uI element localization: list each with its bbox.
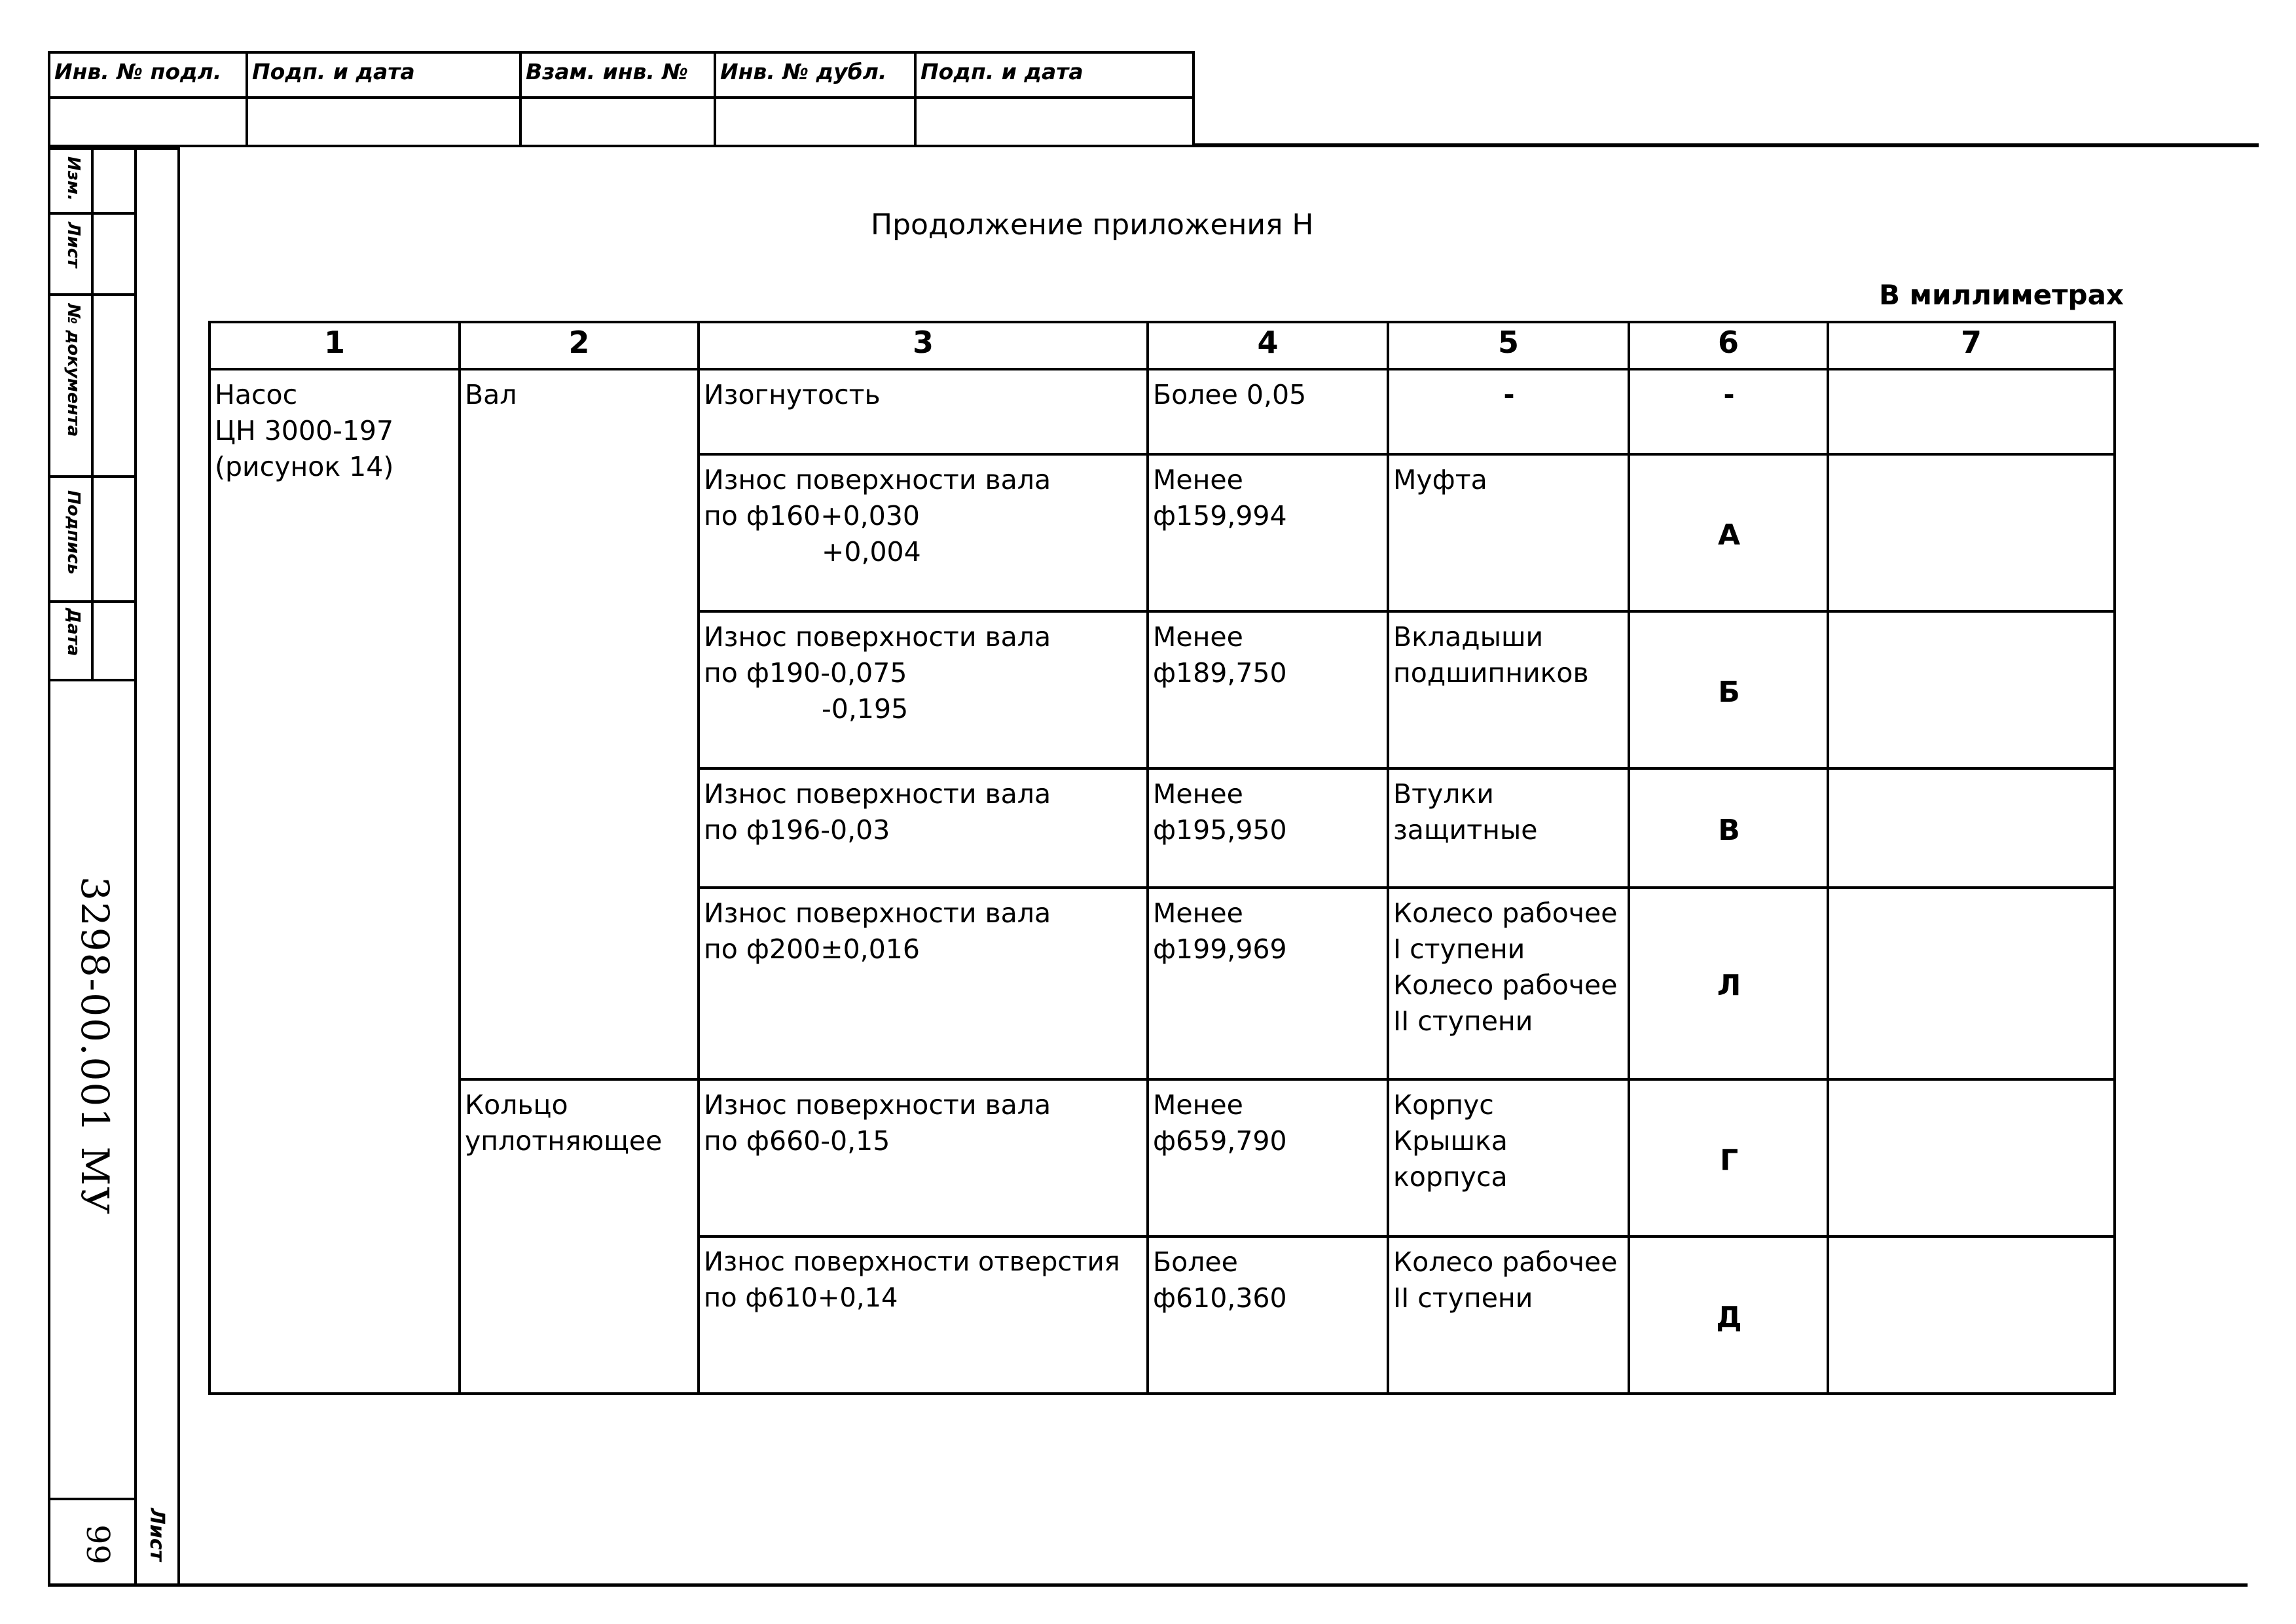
- table-header-row: [210, 322, 2115, 369]
- strip-label-nom-doc: № документа: [64, 304, 83, 437]
- stamp-header-inv-dubl: Инв. № дубл.: [720, 59, 887, 84]
- sheet-label: Лист: [145, 1508, 168, 1562]
- defect-cell: Износ поверхности вала по ф200±0,016: [699, 888, 1148, 1079]
- defect-text-line: +0,004: [822, 536, 921, 568]
- limit-cell: Менее ф159,994: [1148, 454, 1388, 611]
- stamp-cell-inv-dubl: [716, 54, 917, 145]
- col-header-2: 2: [460, 322, 699, 369]
- stamp-header-podp-data-2: Подп. и дата: [920, 59, 1084, 84]
- strip-label-izm: Изм.: [64, 156, 83, 201]
- note-cell: [1828, 369, 2115, 454]
- defect-cell: Износ поверхности вала по ф660-0,15: [699, 1079, 1148, 1236]
- frame-bottom-line: [48, 1583, 2248, 1587]
- defect-text: [704, 619, 1144, 727]
- note-cell: [1828, 1236, 2115, 1394]
- limit-cell: Менее ф659,790: [1148, 1079, 1388, 1236]
- defect-text-line: Износ поверхности вала: [704, 621, 1051, 653]
- units-label: В миллиметрах: [1879, 279, 2124, 311]
- defect-text-line: по ф160+0,030: [704, 500, 920, 532]
- strip-label-podpis: Подпись: [64, 490, 83, 575]
- mating-part-cell: Колесо рабочее II ступени: [1388, 1236, 1629, 1394]
- col-header-6: 6: [1629, 322, 1828, 369]
- defect-text-line: -0,195: [822, 693, 909, 725]
- code-cell: Г: [1629, 1079, 1828, 1236]
- col-header-5: 5: [1388, 322, 1629, 369]
- strip-col-sep-2: [134, 150, 137, 1587]
- defect-text-line: Износ поверхности вала: [704, 464, 1051, 496]
- stamp-header-vzam-inv: Взам. инв. №: [526, 59, 689, 84]
- col-header-4: 4: [1148, 322, 1388, 369]
- frame-top-line: [1195, 143, 2259, 147]
- part-cell-ring: Кольцо уплотняющее: [460, 1079, 699, 1394]
- defect-text: [704, 462, 1144, 570]
- col-header-1: 1: [210, 322, 460, 369]
- strip-row-sep-6: [50, 1498, 134, 1500]
- note-cell: [1828, 611, 2115, 768]
- mating-part-cell: Корпус Крышка корпуса: [1388, 1079, 1629, 1236]
- limit-cell: Более ф610,360: [1148, 1236, 1388, 1394]
- strip-row-sep-4: [50, 600, 134, 603]
- code-cell: Л: [1629, 888, 1828, 1079]
- stamp-cell-podp-data-1: [248, 54, 522, 145]
- page-heading: Продолжение приложения Н: [871, 208, 1314, 242]
- mating-part-cell: Втулки защитные: [1388, 768, 1629, 888]
- code-cell: Д: [1629, 1236, 1828, 1394]
- strip-label-data: Дата: [64, 608, 83, 657]
- mating-part-cell: Вкладыши подшипников: [1388, 611, 1629, 768]
- stamp-header-podp-data: Подп. и дата: [252, 59, 415, 84]
- limit-cell: Менее ф189,750: [1148, 611, 1388, 768]
- sheet-number: 99: [79, 1525, 116, 1565]
- defect-cell: Износ поверхности отверстия по ф610+0,14: [699, 1236, 1148, 1394]
- note-cell: [1828, 888, 2115, 1079]
- note-cell: [1828, 454, 2115, 611]
- strip-label-list: Лист: [64, 222, 83, 268]
- stamp-cell-vzam-inv: [522, 54, 716, 145]
- table-row: [210, 1079, 2115, 1236]
- defect-text-line: по ф190-0,075: [704, 657, 907, 689]
- part-cell-val: Вал: [460, 369, 699, 1079]
- mating-part-cell: -: [1388, 369, 1629, 454]
- stamp-cell-inv-podl: [50, 54, 248, 145]
- note-cell: [1828, 768, 2115, 888]
- strip-row-sep-5: [50, 679, 134, 681]
- top-stamp: [48, 51, 1195, 147]
- limit-cell: Менее ф199,969: [1148, 888, 1388, 1079]
- mating-part-cell: Муфта: [1388, 454, 1629, 611]
- table-row: [210, 369, 2115, 454]
- object-cell: Насос ЦН 3000-197 (рисунок 14): [210, 369, 460, 1394]
- limit-cell: Более 0,05: [1148, 369, 1388, 454]
- strip-row-sep-1: [50, 212, 134, 215]
- code-cell: -: [1629, 369, 1828, 454]
- defects-table: [208, 321, 2116, 1395]
- note-cell: [1828, 1079, 2115, 1236]
- defect-cell: Изогнутость: [699, 369, 1148, 454]
- mating-part-cell: Колесо рабочее I ступени Колесо рабочее II ступени: [1388, 888, 1629, 1079]
- code-cell: Б: [1629, 611, 1828, 768]
- document-code: 3298-00.001 МУ: [73, 876, 117, 1216]
- stamp-cell-podp-data-2: [917, 54, 1192, 145]
- strip-row-sep-3: [50, 475, 134, 478]
- col-header-7: 7: [1828, 322, 2115, 369]
- limit-cell: Менее ф195,950: [1148, 768, 1388, 888]
- defect-cell: [699, 611, 1148, 768]
- defect-cell: Износ поверхности вала по ф196-0,03: [699, 768, 1148, 888]
- code-cell: А: [1629, 454, 1828, 611]
- strip-row-sep-2: [50, 293, 134, 296]
- col-header-3: 3: [699, 322, 1148, 369]
- stamp-header-inv-podl: Инв. № подл.: [54, 59, 222, 84]
- code-cell: В: [1629, 768, 1828, 888]
- left-title-strip: [48, 147, 180, 1587]
- defect-cell: [699, 454, 1148, 611]
